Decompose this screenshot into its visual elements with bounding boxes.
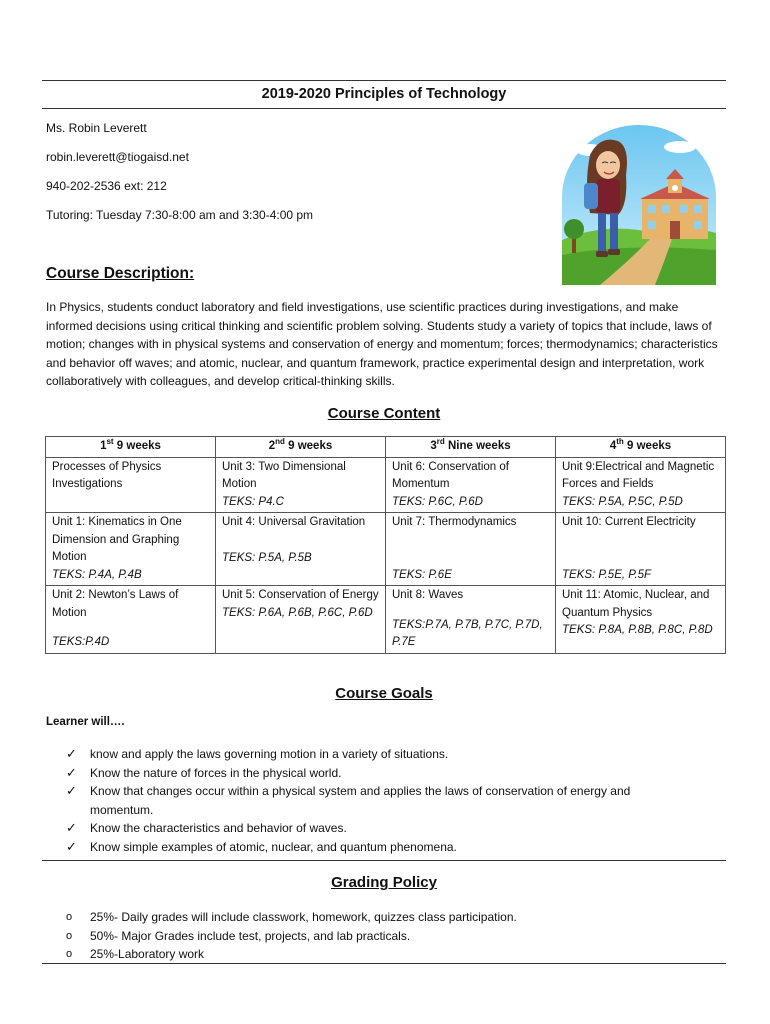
list-item: ✓ Know the nature of forces in the physical world. <box>66 764 686 783</box>
table-cell: Unit 5: Conservation of Energy TEKS: P.6A, P.6B, P.6C, P.6D <box>216 586 386 654</box>
table-cell: Unit 6: Conservation of Momentum TEKS: P.6C, P.6D <box>386 457 556 513</box>
table-cell: Unit 4: Universal Gravitation TEKS: P.5A, P.5B <box>216 513 386 586</box>
column-header: 4th 9 weeks <box>556 437 726 458</box>
course-description-heading: Course Description: <box>46 265 195 282</box>
table-cell: Unit 2: Newton’s Laws of Motion TEKS:P.4D <box>46 586 216 654</box>
checkmark-icon: ✓ <box>66 838 77 854</box>
course-content-table <box>45 436 726 654</box>
column-header: 2nd 9 weeks <box>216 437 386 458</box>
grading-policy-heading: Grading Policy <box>331 874 437 891</box>
table-cell: Unit 3: Two Dimensional Motion TEKS: P4.C <box>216 457 386 513</box>
circle-bullet-icon: o <box>66 929 73 942</box>
table-row <box>46 586 726 654</box>
list-item: o 25%-Laboratory work <box>66 945 517 964</box>
table-cell: Unit 8: Waves TEKS:P.7A, P.7B, P.7C, P.7D, P.7E <box>386 586 556 654</box>
column-header: 1st 9 weeks <box>46 437 216 458</box>
list-item: ✓ Know the characteristics and behavior of waves. <box>66 819 686 838</box>
bottom-rule <box>42 963 726 964</box>
list-item: ✓ Know that changes occur within a physical system and applies the laws of conservation of energy and momentum. <box>66 783 631 817</box>
circle-bullet-icon: o <box>66 948 73 960</box>
table-cell: Unit 9:Electrical and Magnetic Forces and Fields TEKS: P.5A, P.5C, P.5D <box>556 457 726 513</box>
table-cell: Unit 11: Atomic, Nuclear, and Quantum Physics TEKS: P.8A, P.8B, P.8C, P.8D <box>556 586 726 654</box>
table-cell: Processes of Physics Investigations <box>46 457 216 513</box>
table-row <box>46 457 726 513</box>
teacher-phone: 940-202-2536 ext: 212 <box>46 179 167 193</box>
checkmark-icon: ✓ <box>66 820 77 835</box>
goals-rule <box>42 860 726 861</box>
teacher-avatar-illustration <box>560 125 718 285</box>
course-goals-heading: Course Goals <box>335 685 433 702</box>
course-description-text: In Physics, students conduct laboratory and field investigations, use scientific practices during investigations, and make informed decisions using critical thinking and scientific problem solving. Students study a variety of topics that include, laws of motion; changes with in physical systems and conservation of energy and momentum; forces; thermodynamics; characteristics and behavior off waves; and atomic, nuclear, and quantum framework, practice experimental design and interpretation, work collaboratively with colleagues, and develop critical-thinking skills. <box>46 300 718 389</box>
table-cell: Unit 1: Kinematics in One Dimension and Graphing Motion TEKS: P.4A, P.4B <box>46 513 216 586</box>
checkmark-icon: ✓ <box>66 783 77 798</box>
table-cell: Unit 7: Thermodynamics TEKS: P.6E <box>386 513 556 586</box>
table-header-row <box>46 437 726 458</box>
course-content-heading: Course Content <box>327 405 441 422</box>
page-title: 2019-2020 Principles of Technology <box>261 86 507 102</box>
table-cell: Unit 10: Current Electricity TEKS: P.5E, P.5F <box>556 513 726 586</box>
top-rule <box>42 80 726 81</box>
teacher-name: Ms. Robin Leverett <box>46 121 147 135</box>
goals-intro: Learner will…. <box>46 716 125 728</box>
grading-list <box>66 908 517 964</box>
checkmark-icon: ✓ <box>66 746 77 761</box>
tutoring-hours: Tutoring: Tuesday 7:30-8:00 am and 3:30-4:00 pm <box>46 208 314 222</box>
circle-bullet-icon: o <box>66 911 73 923</box>
list-item: o 25%- Daily grades will include classwork, homework, quizzes class participation. <box>66 908 517 927</box>
title-rule <box>42 108 726 109</box>
list-item: o 50%- Major Grades include test, projects, and lab practicals. <box>66 927 517 946</box>
goals-list <box>66 745 686 856</box>
list-item: ✓ know and apply the laws governing motion in a variety of situations. <box>66 745 686 764</box>
table-row <box>46 513 726 586</box>
column-header: 3rd Nine weeks <box>386 437 556 458</box>
list-item: ✓ Know simple examples of atomic, nuclear, and quantum phenomena. <box>66 838 686 857</box>
checkmark-icon: ✓ <box>66 764 77 780</box>
teacher-email[interactable]: robin.leverett@tiogaisd.net <box>46 150 189 164</box>
